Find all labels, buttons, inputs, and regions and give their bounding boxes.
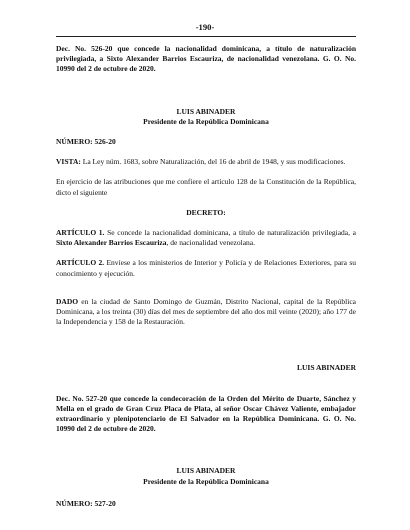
decree-526-number: NÚMERO: 526-20 xyxy=(56,137,116,147)
article-1 xyxy=(56,228,356,248)
dado-paragraph xyxy=(56,297,356,328)
article-1-tail: , de nacionalidad venezolana. xyxy=(166,238,255,248)
signer-title-2: Presidente de la República Dominicana xyxy=(143,476,269,486)
decree-527-number: NÚMERO: 527-20 xyxy=(56,498,116,508)
article-2 xyxy=(56,258,356,278)
article-2-text: Envíese a los ministerios de Interior y Policía y de Relaciones Exteriores, para su conocimiento y ejecución. xyxy=(56,258,356,278)
decreto-heading: DECRETO: xyxy=(186,207,226,217)
preamble-paragraph: En ejercicio de las atribuciones que me confiere el artículo 128 de la Constitución de la República, dicto el siguiente xyxy=(56,177,356,197)
decree-526-title: Dec. No. 526-20 que concede la nacionalidad dominicana, a título de naturalización privilegiada, a Sixto Alexander Barrios Escauriza, de nacionalidad venezolana. G. O. No. 10990 del 2 de octubre de 2020. xyxy=(56,44,356,74)
header-rule xyxy=(56,36,356,37)
vista-label: VISTA: xyxy=(56,157,81,167)
signer-title: Presidente de la República Dominicana xyxy=(143,116,269,126)
dado-text: en la ciudad de Santo Domingo de Guzmán, Distrito Nacional, capital de la República Dominicana, a los treinta (30) días del mes de septiembre del año dos mil veinte (2020); año 177 de la Independencia y 158 de la Restauración. xyxy=(56,296,357,327)
vista-text: La Ley núm. 1683, sobre Naturalización, del 16 de abril de 1948, y sus modificaciones. xyxy=(82,157,346,167)
article-1-name: Sixto Alexander Barrios Escauriza xyxy=(56,238,167,248)
article-1-text: Se concede la nacionalidad dominicana, a título de naturalización privilegiada, a xyxy=(107,228,356,238)
signer-name-2: LUIS ABINADER xyxy=(176,466,236,476)
dado-label: DADO xyxy=(56,296,79,306)
signer-name: LUIS ABINADER xyxy=(176,106,236,116)
closing-signature: LUIS ABINADER xyxy=(297,363,356,373)
page-number: -190- xyxy=(195,22,215,32)
page-content xyxy=(56,44,356,509)
article-2-label: ARTÍCULO 2. xyxy=(56,258,105,268)
vista-paragraph xyxy=(56,157,356,167)
article-1-label: ARTÍCULO 1. xyxy=(56,228,105,238)
decree-527-title: Dec. No. 527-20 que concede la condecoración de la Orden del Mérito de Duarte, Sánchez y Mella en el grado de Gran Cruz Placa de Plata, al señor Oscar Chávez Valiente, embajador extraordinario y plenipotenciario de El Salvador en la República Dominicana. G. O. No. 10990 del 2 de octubre de 2020. xyxy=(56,393,356,434)
